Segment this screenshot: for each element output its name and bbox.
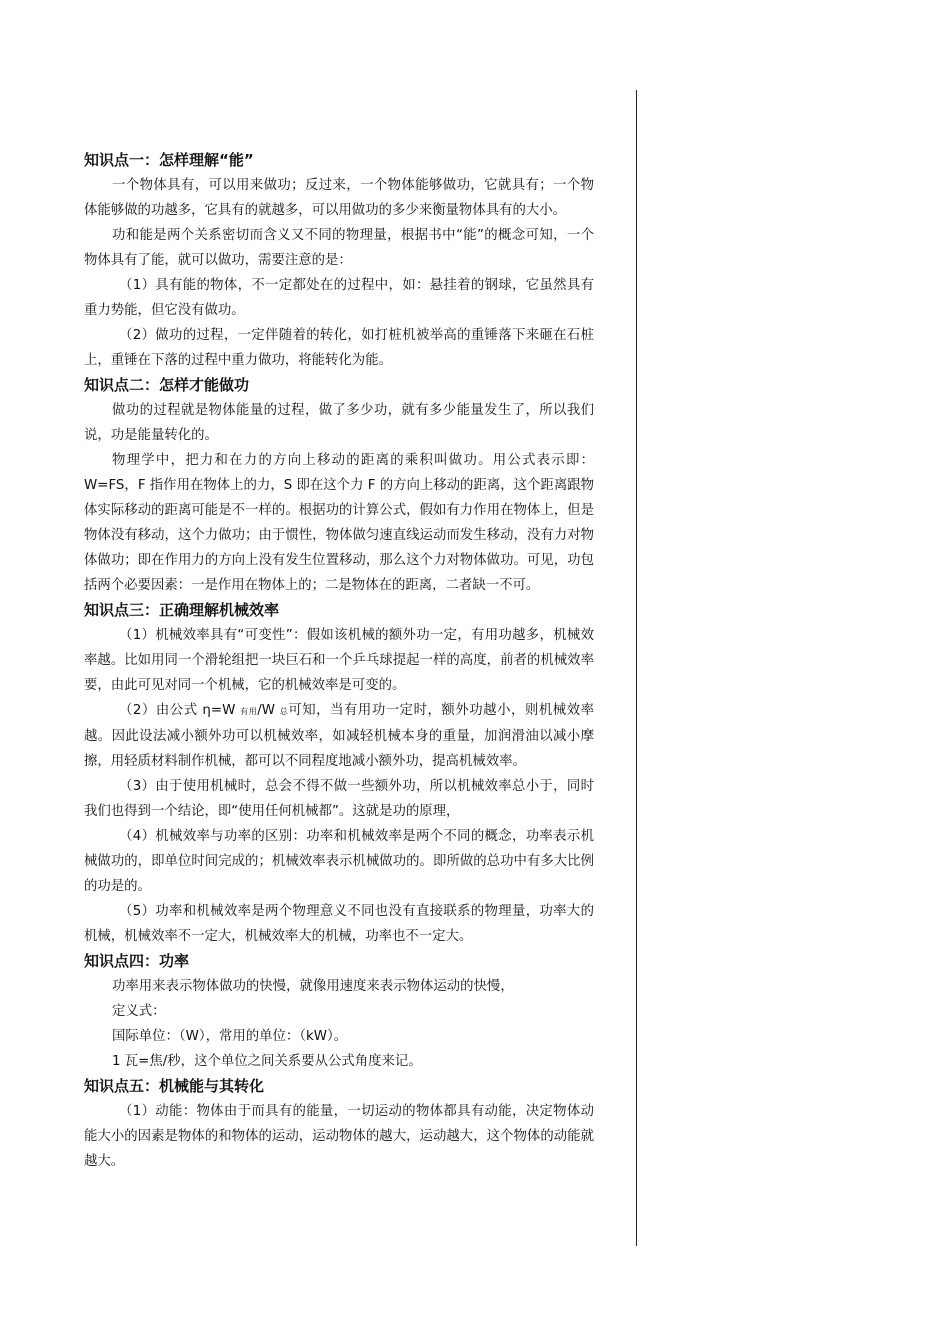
formula-paragraph [84,698,594,774]
section-heading: 知识点五：机械能与其转化 [84,1077,265,1095]
formula-subscript: 总 [279,707,289,716]
paragraph: 国际单位：（W），常用的单位：（kW）。 [112,1029,348,1044]
paragraph: 做功的过程就是物体能量的过程，做了多少功，就有多少能量发生了，所以我们说，功是能量转化的。 [84,403,594,443]
paragraph: （4）机械效率与功率的区别：功率和机械效率是两个不同的概念，功率表示机械做功的，即单位时间完成的；机械效率表示机械做功的。即所做的总功中有多大比例的功是的。 [84,829,594,894]
formula-text: /W [257,703,280,718]
paragraph: （1）机械效率具有“可变性”：假如该机械的额外功一定，有用功越多，机械效率越。比如用同一个滑轮组把一块巨石和一个乒乓球提起一样的高度，前者的机械效率要，由此可见对同一个机械，它的机械效率是可变的。 [84,628,594,693]
paragraph: （1）动能：物体由于而具有的能量，一切运动的物体都具有动能，决定物体动能大小的因素是物体的和物体的运动，运动物体的越大，运动越大，这个物体的动能就越大。 [84,1104,594,1169]
paragraph: 物理学中，把力和在力的方向上移动的距离的乘积叫做功。用公式表示即：W=FS，F 指作用在物体上的力，S 即在这个力 F 的方向上移动的距离，这个距离跟物体实际移动的距离可能是不一样的。根据功的计算公式，假如有力作用在物体上，但是物体没有移动，这个力做功；由于惯性，物体做匀速直线运动而发生移动，没有力对物体做功；即在作用力的方向上没有发生位置移动，那么这个力对物体做功。可见，功包括两个必要因素：一是作用在物体上的；二是物体在的距离，二者缺一不可。 [84,453,594,593]
section-heading: 知识点三：正确理解机械效率 [84,601,280,619]
paragraph: （2）做功的过程，一定伴随着的转化，如打桩机被举高的重锤落下来砸在石桩上，重锤在下落的过程中重力做功，将能转化为能。 [84,328,594,368]
document-body [84,148,594,1174]
column-divider [636,90,637,1246]
paragraph: 1 瓦=焦/秒，这个单位之间关系要从公式角度来记。 [112,1054,422,1069]
formula-text: （2）由公式 η=W [119,703,241,718]
paragraph: 一个物体具有，可以用来做功；反过来，一个物体能够做功，它就具有；一个物体能够做的功越多，它具有的就越多，可以用做功的多少来衡量物体具有的大小。 [84,178,594,218]
section-heading: 知识点一：怎样理解“能” [84,151,254,169]
formula-subscript: 有用 [240,707,258,716]
paragraph: 定义式： [112,1004,166,1019]
paragraph: 功和能是两个关系密切而含义又不同的物理量，根据书中“能”的概念可知，一个物体具有了能，就可以做功，需要注意的是： [84,228,594,268]
paragraph: （5）功率和机械效率是两个物理意义不同也没有直接联系的物理量，功率大的机械，机械效率不一定大，机械效率大的机械，功率也不一定大。 [84,904,594,944]
paragraph: 功率用来表示物体做功的快慢，就像用速度来表示物体运动的快慢， [112,979,514,994]
paragraph: （3）由于使用机械时，总会不得不做一些额外功，所以机械效率总小于，同时我们也得到一个结论，即“使用任何机械都”。这就是功的原理， [84,779,594,819]
formula-text: 可知，当有用功一定时，额外功越小，则机械效率越。因此设法减小额外功可以机械效率，如减轻机械本身的重量，加润滑油以减小摩擦，用轻质材料制作机械，都可以不同程度地减小额外功，提高机械效率。 [84,703,595,769]
section-heading: 知识点二：怎样才能做功 [84,376,250,394]
paragraph: （1）具有能的物体，不一定都处在的过程中，如：悬挂着的钢球，它虽然具有重力势能，但它没有做功。 [84,278,594,318]
section-heading: 知识点四：功率 [84,952,190,970]
